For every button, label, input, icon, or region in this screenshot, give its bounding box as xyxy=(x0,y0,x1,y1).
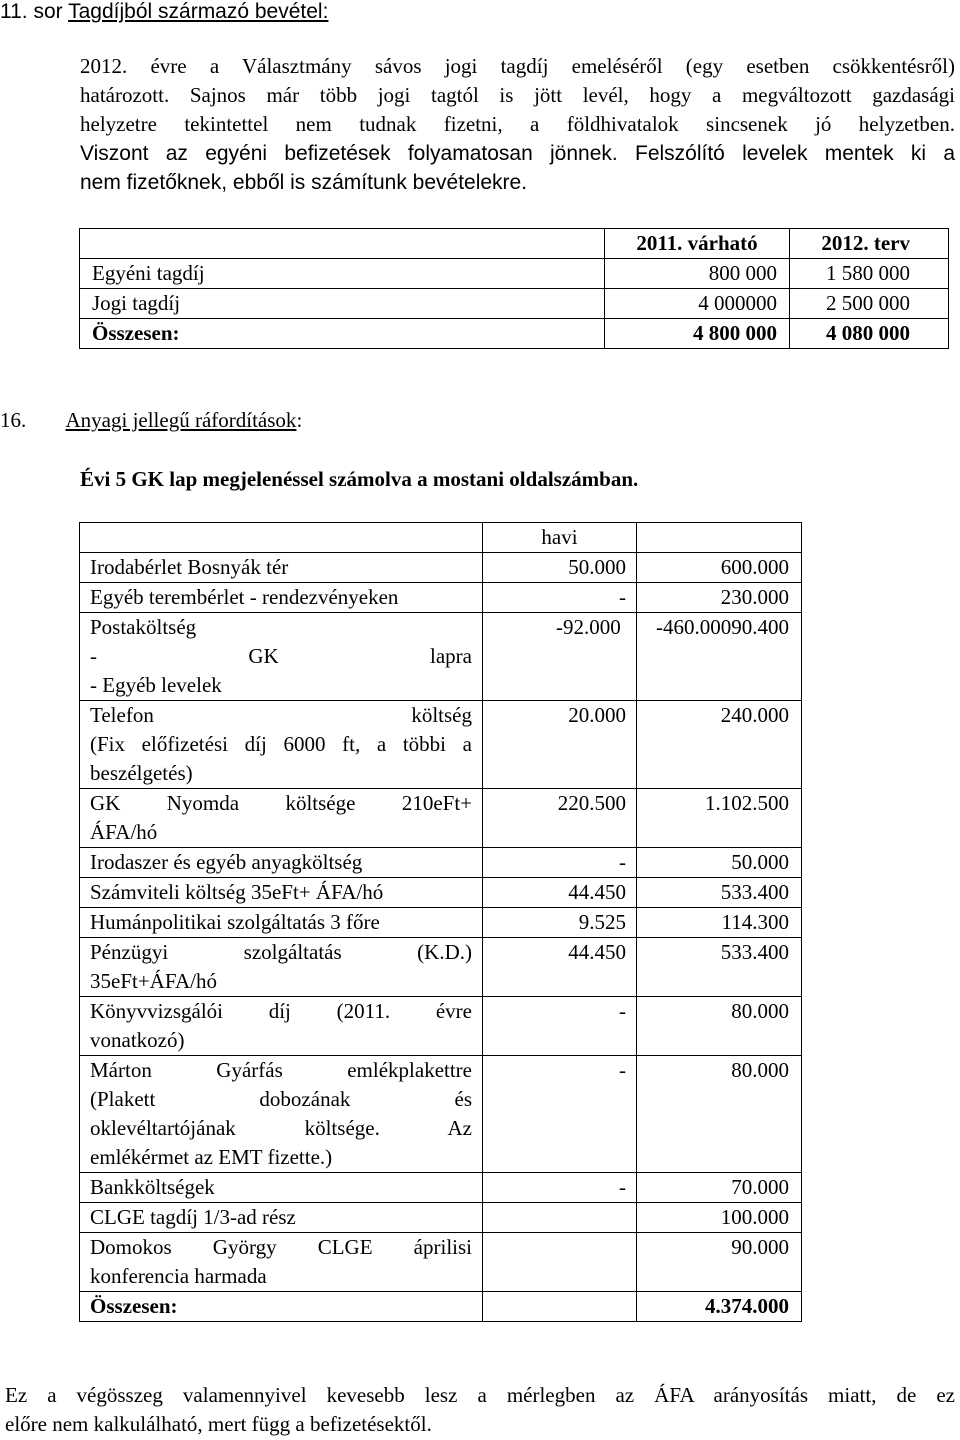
section-16-subtitle: Évi 5 GK lap megjelenéssel számolva a mostani oldalszámban. xyxy=(80,467,639,491)
total-value-2011: 4 800 000 xyxy=(605,319,790,349)
paragraph-line: Viszont az egyéni befizetések folyamatosan jönnek. Felszólító levelek mentek ki a xyxy=(80,142,955,165)
expense-label xyxy=(80,701,483,789)
cell-line: 80.000 xyxy=(731,1058,789,1082)
expense-yearly xyxy=(637,1233,802,1292)
cell-line xyxy=(621,1235,626,1259)
expense-label xyxy=(80,938,483,997)
expense-label xyxy=(80,1233,483,1292)
cell-line: CLGE tagdíj 1/3-ad rész xyxy=(90,1205,296,1229)
expense-row xyxy=(80,613,802,701)
section-16-number: 16. xyxy=(0,408,27,432)
expense-monthly xyxy=(483,938,637,997)
expense-monthly xyxy=(483,1203,637,1233)
expense-monthly xyxy=(483,908,637,938)
expense-yearly xyxy=(637,789,802,848)
cell-line: 50.000 xyxy=(568,555,626,579)
cell-line: oklevéltartójának költsége. Az xyxy=(90,1116,472,1140)
expense-yearly xyxy=(637,938,802,997)
table-header-cell xyxy=(80,229,605,259)
expense-total-yearly: 4.374.000 xyxy=(637,1292,802,1322)
cell-line: 230.000 xyxy=(720,585,789,609)
row-value-2012: 2 500 000 xyxy=(790,289,949,319)
expense-label xyxy=(80,789,483,848)
expense-row xyxy=(80,908,802,938)
cell-line: 70.000 xyxy=(731,1175,789,1199)
cell-line: Bankköltségek xyxy=(90,1175,215,1199)
footer-note xyxy=(5,1381,955,1439)
row-label: Jogi tagdíj xyxy=(80,289,605,319)
cell-line: 533.400 xyxy=(720,940,789,964)
expense-monthly xyxy=(483,789,637,848)
cell-line: 114.300 xyxy=(721,910,789,934)
cell-line xyxy=(621,1205,626,1229)
cell-line: 9.525 xyxy=(578,910,626,934)
cell-line: Domokos György CLGE áprilisi xyxy=(90,1235,472,1259)
cell-line: - xyxy=(619,1058,626,1082)
expense-row xyxy=(80,848,802,878)
cell-line: 600.000 xyxy=(720,555,789,579)
expense-yearly xyxy=(637,583,802,613)
table-header-cell: 2012. terv xyxy=(790,229,949,259)
expense-yearly xyxy=(637,701,802,789)
section-16-heading xyxy=(0,408,302,433)
expense-row xyxy=(80,1203,802,1233)
cell-line: 92.000 xyxy=(563,615,621,639)
section-16-title: Anyagi jellegű ráfordítások xyxy=(65,408,297,432)
cell-line: 533.400 xyxy=(720,880,789,904)
paragraph-line: nem fizetőknek, ebből is számítunk bevételekre. xyxy=(80,171,528,194)
cell-line: 44.450 xyxy=(568,880,626,904)
expense-row xyxy=(80,789,802,848)
section-11-heading xyxy=(0,0,328,24)
cell-line: 1.102.500 xyxy=(705,791,789,815)
expense-total-monthly xyxy=(483,1292,637,1322)
cell-line: - GK lapra xyxy=(90,644,472,668)
expense-yearly xyxy=(637,848,802,878)
cell-line: beszélgetés) xyxy=(90,761,193,785)
membership-fee-table xyxy=(79,228,949,349)
cell-line: Postaköltség xyxy=(90,615,197,639)
expense-yearly xyxy=(637,1173,802,1203)
expense-monthly xyxy=(483,583,637,613)
expense-yearly xyxy=(637,553,802,583)
expense-monthly xyxy=(483,1056,637,1173)
cell-line: Irodaszer és egyéb anyagköltség xyxy=(90,850,363,874)
table-total-row xyxy=(80,319,949,349)
expense-label xyxy=(80,908,483,938)
cell-line: Egyéb terembérlet - rendezvényeken xyxy=(90,585,399,609)
row-label: Egyéni tagdíj xyxy=(80,259,605,289)
section-11-number: 11. sor xyxy=(0,0,63,23)
cell-line: konferencia harmada xyxy=(90,1264,267,1288)
cell-line: Számviteli költség 35eFt+ ÁFA/hó xyxy=(90,880,384,904)
cell-line: (Plakett dobozának és xyxy=(90,1087,472,1111)
expense-total-row xyxy=(80,1292,802,1322)
cell-line: - xyxy=(619,1175,626,1199)
table-header-row xyxy=(80,523,802,553)
cell-line: 240.000 xyxy=(720,703,789,727)
expense-label xyxy=(80,878,483,908)
cell-line: - xyxy=(556,615,563,639)
cell-line: - xyxy=(619,999,626,1023)
cell-line: - xyxy=(656,615,663,639)
expense-monthly xyxy=(483,997,637,1056)
section-11-paragraph xyxy=(80,52,955,197)
expense-label xyxy=(80,848,483,878)
cell-line: 80.000 xyxy=(731,999,789,1023)
cell-line: 460.000 xyxy=(663,615,732,639)
expense-row xyxy=(80,1056,802,1173)
expense-yearly xyxy=(637,878,802,908)
expense-yearly xyxy=(637,613,802,701)
cell-line: 220.500 xyxy=(557,791,626,815)
cell-line: 100.000 xyxy=(720,1205,789,1229)
expense-yearly xyxy=(637,908,802,938)
expense-monthly xyxy=(483,701,637,789)
cell-line: 50.000 xyxy=(731,850,789,874)
total-value-2012: 4 080 000 xyxy=(790,319,949,349)
expense-row xyxy=(80,997,802,1056)
cell-line: - Egyéb levelek xyxy=(90,673,222,697)
expense-monthly xyxy=(483,1173,637,1203)
table-header-cell: 2011. várható xyxy=(605,229,790,259)
cell-line: Könyvvizsgálói díj (2011. évre xyxy=(90,999,472,1023)
expense-monthly xyxy=(483,848,637,878)
expense-label xyxy=(80,1203,483,1233)
table-header-cell xyxy=(80,523,483,553)
expense-row xyxy=(80,583,802,613)
footer-line: Ez a végösszeg valamennyivel kevesebb lesz a mérlegben az ÁFA arányosítás miatt, de ez xyxy=(5,1383,955,1407)
footer-line: előre nem kalkulálható, mert függ a befizetésektől. xyxy=(5,1412,432,1436)
expense-label xyxy=(80,997,483,1056)
total-label: Összesen: xyxy=(80,319,605,349)
cell-line: 44.450 xyxy=(568,940,626,964)
expense-monthly xyxy=(483,553,637,583)
expense-row xyxy=(80,1173,802,1203)
cell-line xyxy=(621,615,626,639)
expense-label xyxy=(80,553,483,583)
row-value-2012: 1 580 000 xyxy=(790,259,949,289)
cell-line: 90.000 xyxy=(731,1235,789,1259)
cell-line: Humánpolitikai szolgáltatás 3 főre xyxy=(90,910,380,934)
expense-label xyxy=(80,583,483,613)
expense-yearly xyxy=(637,997,802,1056)
cell-line: Márton Gyárfás emlékplakettre xyxy=(90,1058,472,1082)
cell-line: 90.400 xyxy=(731,615,789,639)
row-value-2011: 800 000 xyxy=(605,259,790,289)
cell-line: ÁFA/hó xyxy=(90,820,158,844)
cell-line: emlékérmet az EMT fizette.) xyxy=(90,1145,333,1169)
expense-yearly xyxy=(637,1203,802,1233)
cell-line: Telefon költség xyxy=(90,703,472,727)
expense-row xyxy=(80,553,802,583)
expense-label xyxy=(80,1056,483,1173)
paragraph-line: helyzetre tekintettel nem tudnak fizetni, a földhivatalok sincsenek jó helyzetben. xyxy=(80,112,955,136)
cell-line: 35eFt+ÁFA/hó xyxy=(90,969,217,993)
section-16-title-suffix: : xyxy=(296,408,303,432)
expense-row xyxy=(80,878,802,908)
expense-total-label: Összesen: xyxy=(80,1292,483,1322)
table-header-cell xyxy=(637,523,802,553)
row-value-2011: 4 000000 xyxy=(605,289,790,319)
expense-row xyxy=(80,1233,802,1292)
table-row xyxy=(80,259,949,289)
expense-label xyxy=(80,1173,483,1203)
cell-line: 20.000 xyxy=(568,703,626,727)
paragraph-line: 2012. évre a Választmány sávos jogi tagdíj emeléséről (egy esetben csökkentésről) xyxy=(80,54,955,78)
expenses-table xyxy=(79,522,802,1322)
cell-line: Irodabérlet Bosnyák tér xyxy=(90,555,289,579)
expense-row xyxy=(80,938,802,997)
expense-monthly xyxy=(483,878,637,908)
cell-line: - xyxy=(619,585,626,609)
expense-row xyxy=(80,701,802,789)
cell-line: (Fix előfizetési díj 6000 ft, a többi a xyxy=(90,732,472,756)
cell-line: - xyxy=(619,850,626,874)
expense-label xyxy=(80,613,483,701)
cell-line: vonatkozó) xyxy=(90,1028,185,1052)
expense-monthly xyxy=(483,1233,637,1292)
expense-yearly xyxy=(637,1056,802,1173)
section-11-title: Tagdíjból származó bevétel: xyxy=(68,0,329,23)
table-header-row xyxy=(80,229,949,259)
table-row xyxy=(80,289,949,319)
paragraph-line: határozott. Sajnos már több jogi tagtól is jött levél, hogy a megváltozott gazdasági xyxy=(80,83,955,107)
table-header-cell: havi xyxy=(483,523,637,553)
cell-line: GK Nyomda költsége 210eFt+ xyxy=(90,791,472,815)
expense-monthly xyxy=(483,613,637,701)
cell-line: Pénzügyi szolgáltatás (K.D.) xyxy=(90,940,472,964)
